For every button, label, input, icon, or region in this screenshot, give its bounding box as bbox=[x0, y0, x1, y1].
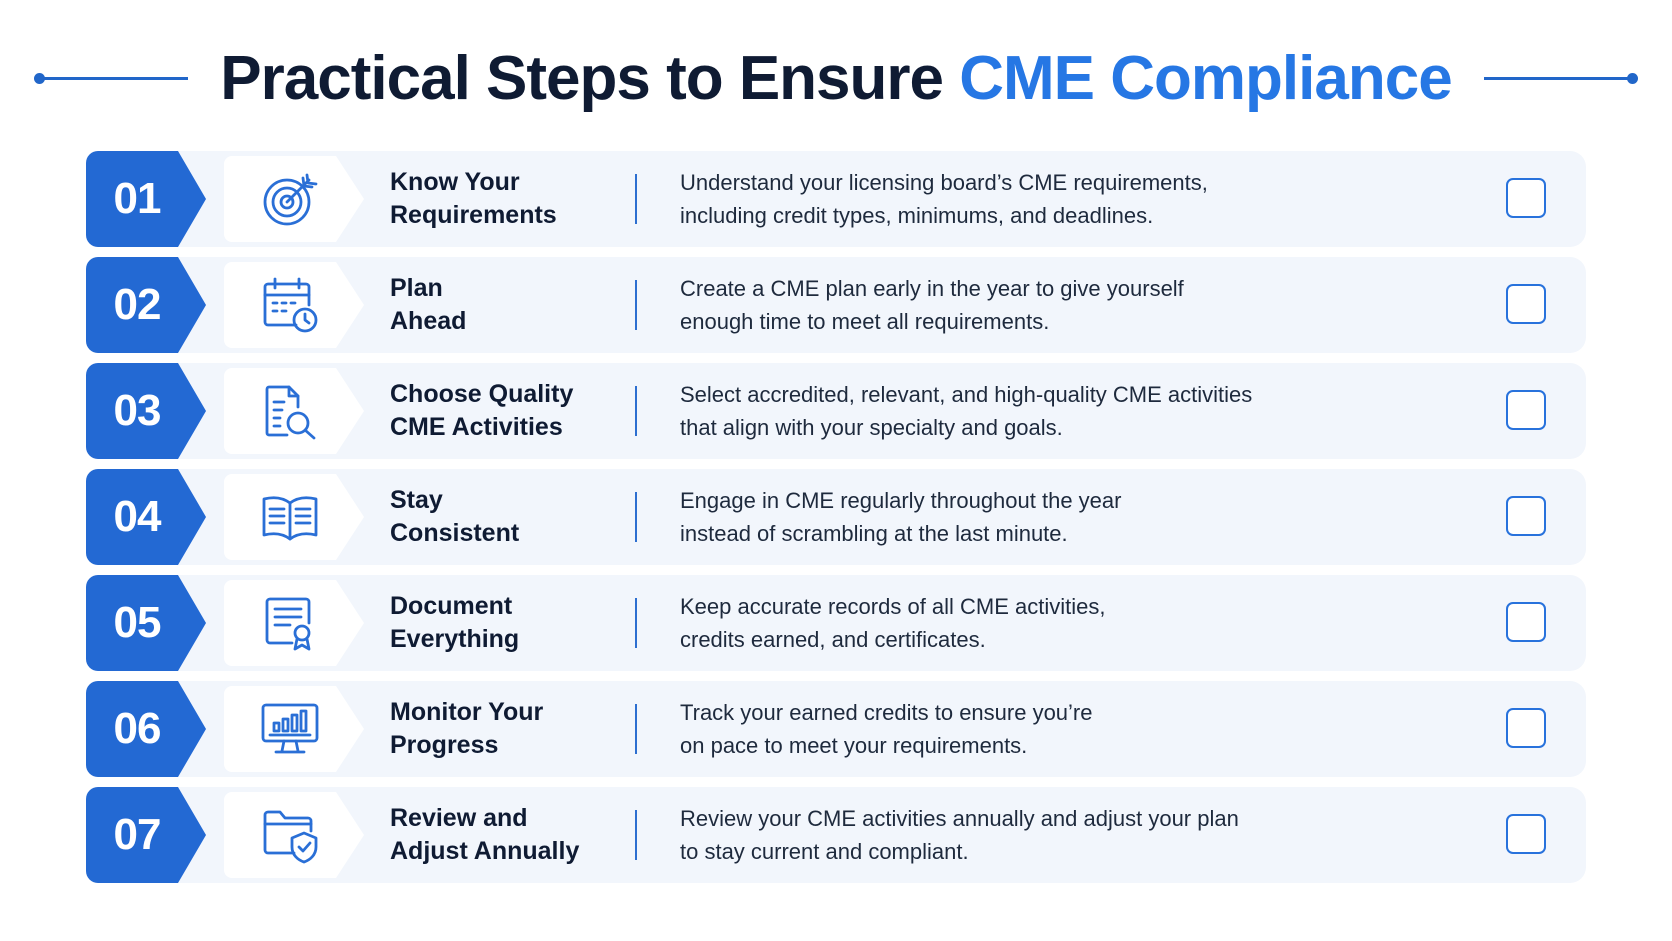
step-description-line: Create a CME plan early in the year to give yourself bbox=[680, 276, 1184, 301]
step-title-line: Choose Quality bbox=[390, 380, 574, 408]
page-title bbox=[220, 43, 1451, 114]
step-row bbox=[86, 363, 1586, 459]
step-description bbox=[680, 787, 1320, 883]
page-title-main: Practical Steps to Ensure bbox=[220, 43, 944, 113]
step-checkbox[interactable] bbox=[1506, 814, 1546, 854]
step-row bbox=[86, 257, 1586, 353]
step-description bbox=[680, 469, 1320, 565]
folder-shield-icon bbox=[260, 805, 320, 865]
step-title-line: CME Activities bbox=[390, 413, 563, 441]
step-title bbox=[390, 787, 650, 883]
divider bbox=[635, 280, 637, 330]
step-description-line: Keep accurate records of all CME activities, bbox=[680, 594, 1106, 619]
step-title bbox=[390, 469, 650, 565]
step-checkbox[interactable] bbox=[1506, 602, 1546, 642]
step-row bbox=[86, 787, 1586, 883]
steps-list bbox=[86, 151, 1586, 893]
decorative-line-right bbox=[1484, 77, 1632, 80]
step-title bbox=[390, 575, 650, 671]
step-checkbox[interactable] bbox=[1506, 390, 1546, 430]
step-description-line: enough time to meet all requirements. bbox=[680, 309, 1050, 334]
step-row bbox=[86, 575, 1586, 671]
step-row bbox=[86, 681, 1586, 777]
step-row bbox=[86, 469, 1586, 565]
step-number: 05 bbox=[113, 598, 161, 647]
step-checkbox[interactable] bbox=[1506, 284, 1546, 324]
step-title-line: Review and bbox=[390, 804, 528, 832]
step-number: 06 bbox=[113, 704, 161, 753]
step-title-line: Monitor Your bbox=[390, 698, 544, 726]
page-title-accent: CME Compliance bbox=[959, 43, 1452, 113]
decorative-dot-left bbox=[34, 73, 45, 84]
document-search-icon bbox=[260, 381, 320, 441]
step-description-line: instead of scrambling at the last minute. bbox=[680, 521, 1068, 546]
step-title bbox=[390, 681, 650, 777]
step-checkbox[interactable] bbox=[1506, 708, 1546, 748]
step-description-line: credits earned, and certificates. bbox=[680, 627, 986, 652]
step-description bbox=[680, 363, 1320, 459]
step-description-line: Select accredited, relevant, and high-quality CME activities bbox=[680, 382, 1253, 407]
step-title bbox=[390, 151, 650, 247]
step-number: 03 bbox=[113, 386, 161, 435]
divider bbox=[635, 810, 637, 860]
step-description-line: Understand your licensing board’s CME requirements, bbox=[680, 170, 1208, 195]
step-title-line: Adjust Annually bbox=[390, 837, 580, 865]
calendar-clock-icon bbox=[260, 275, 320, 335]
step-title-line: Consistent bbox=[390, 519, 520, 547]
step-number: 01 bbox=[113, 174, 161, 223]
step-title-line: Ahead bbox=[390, 307, 467, 335]
step-title-line: Requirements bbox=[390, 201, 557, 229]
step-title bbox=[390, 257, 650, 353]
step-title bbox=[390, 363, 650, 459]
open-book-icon bbox=[260, 487, 320, 547]
divider bbox=[635, 386, 637, 436]
step-description bbox=[680, 257, 1320, 353]
step-description bbox=[680, 151, 1320, 247]
step-description-line: Track your earned credits to ensure you’re bbox=[680, 700, 1093, 725]
target-icon bbox=[260, 169, 320, 229]
step-description-line: Review your CME activities annually and adjust your plan bbox=[680, 806, 1239, 831]
step-title-line: Progress bbox=[390, 731, 499, 759]
step-description bbox=[680, 681, 1320, 777]
step-title-line: Stay bbox=[390, 486, 443, 514]
header bbox=[0, 28, 1672, 128]
step-description-line: Engage in CME regularly throughout the year bbox=[680, 488, 1122, 513]
step-number: 04 bbox=[113, 492, 161, 541]
step-title-line: Document bbox=[390, 592, 513, 620]
step-checkbox[interactable] bbox=[1506, 178, 1546, 218]
step-description-line: to stay current and compliant. bbox=[680, 839, 969, 864]
step-description bbox=[680, 575, 1320, 671]
step-description-line: on pace to meet your requirements. bbox=[680, 733, 1028, 758]
step-title-line: Plan bbox=[390, 274, 443, 302]
divider bbox=[635, 174, 637, 224]
step-description-line: that align with your specialty and goals. bbox=[680, 415, 1063, 440]
divider bbox=[635, 704, 637, 754]
decorative-dot-right bbox=[1627, 73, 1638, 84]
divider bbox=[635, 598, 637, 648]
step-number: 07 bbox=[113, 810, 161, 859]
step-title-line: Everything bbox=[390, 625, 520, 653]
monitor-chart-icon bbox=[260, 699, 320, 759]
step-number: 02 bbox=[113, 280, 161, 329]
step-description-line: including credit types, minimums, and deadlines. bbox=[680, 203, 1154, 228]
divider bbox=[635, 492, 637, 542]
step-title-line: Know Your bbox=[390, 168, 520, 196]
step-row bbox=[86, 151, 1586, 247]
decorative-line-left bbox=[40, 77, 188, 80]
step-checkbox[interactable] bbox=[1506, 496, 1546, 536]
certificate-icon bbox=[260, 593, 320, 653]
